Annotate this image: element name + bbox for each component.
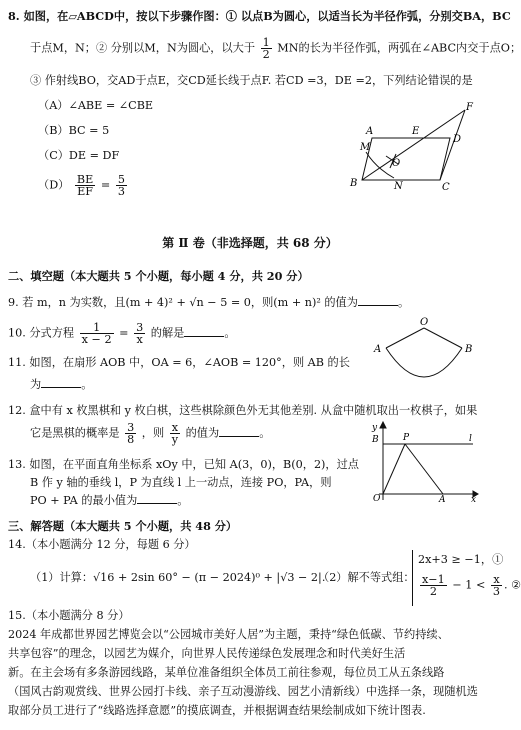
- frac-num: 1: [80, 322, 114, 334]
- q11-answer-blank[interactable]: [41, 378, 81, 388]
- frac-den: 2: [262, 48, 270, 62]
- q11-sector-figure: [370, 316, 480, 396]
- ineq2-mid: − 1 <: [448, 578, 489, 592]
- q13-answer-blank[interactable]: [137, 494, 177, 504]
- label-F: F: [466, 102, 473, 113]
- label-O: O: [420, 317, 429, 328]
- q15-para-line3: 新。在主会场有多条游园线路，某单位准备组织全体员工前往参观，每位员工从五条线路: [8, 666, 445, 679]
- opt-d-frac2: [116, 174, 127, 197]
- q15-para-line2: 共享包容”的理念，以园艺为媒介，向世界人民传递绿色发展理念和时代美好生活: [8, 647, 406, 660]
- frac-num: BE: [76, 173, 94, 186]
- ineq-2: [418, 574, 521, 597]
- q14-title: 14.（本小题满分 12 分，每题 6 分）: [8, 538, 196, 551]
- frac-den: x: [136, 333, 143, 347]
- q11-end: 。: [81, 378, 93, 391]
- q8-option-a: （A）∠ABE = ∠CBE: [38, 99, 154, 112]
- q8-line2: [30, 37, 521, 60]
- q13-line1: 13. 如图，在平面直角坐标系 xOy 中，已知 A(3，0)，B(0，2)，过点: [8, 458, 359, 471]
- fill-header: 二、填空题（本大题共 5 个小题，每小题 4 分，共 20 分）: [8, 269, 309, 283]
- q12-text3: 的值为: [185, 426, 220, 440]
- label-B: B: [350, 178, 358, 189]
- q13-text: PO + PA 的最小值为: [30, 494, 138, 507]
- arc-ab: [386, 348, 462, 377]
- q10-end: 。: [224, 326, 236, 340]
- label-A: A: [366, 126, 374, 137]
- frac-den: x − 2: [81, 333, 112, 347]
- q15-title: 15.（本小题满分 8 分）: [8, 609, 130, 622]
- q12-frac1: [125, 422, 136, 445]
- frac-num: x−1: [422, 573, 445, 586]
- q10-eq: =: [119, 326, 133, 340]
- label-x: x: [471, 495, 477, 505]
- solve-header: 三、解答题（本大题共 5 个小题，共 48 分）: [8, 519, 238, 533]
- q11-text: 为: [30, 378, 42, 391]
- label-D: D: [453, 134, 462, 145]
- label-A: A: [374, 344, 382, 355]
- q9-end: 。: [397, 296, 410, 309]
- q10-text: 10. 分式方程: [8, 326, 75, 340]
- label-y: y: [372, 423, 378, 433]
- q8-line2-part2: MN的长为半径作弧，两弧在∠ABC内交于点O；: [277, 41, 521, 55]
- ineq-1: 2x+3 ≥ −1，①: [418, 553, 504, 566]
- label-P: P: [403, 433, 410, 443]
- q10-text2: 的解是: [150, 326, 185, 340]
- label-A: A: [439, 495, 446, 505]
- q12-line1: 12. 盒中有 x 枚黑棋和 y 枚白棋，这些棋除颜色外无其他差别. 从盒中随机取出一枚棋子，如果: [8, 404, 478, 417]
- section-2-title: 第 Ⅱ 卷（非选择题，共 68 分）: [162, 236, 338, 250]
- q15-para-line4: （国风古韵观赏线、世界公园打卡线、亲子互动漫游线、园艺小清新线）中选择一条，现随机选: [8, 685, 478, 698]
- q13-line2: B 作 y 轴的垂线 l，P 为直线 l 上一动点，连接 PO，PA，则: [30, 476, 332, 489]
- q14-part1: （1）计算：√16 + 2sin 60° − (π − 2024)⁰ + |√3 − 2|.: [30, 571, 326, 584]
- frac-den: EF: [77, 185, 94, 199]
- label-B: B: [465, 344, 473, 355]
- q10-frac2: [134, 322, 145, 345]
- q8-half-fraction: [261, 37, 272, 60]
- parallelogram: [362, 138, 450, 180]
- q14-part2-label: （2）解不等式组：: [318, 571, 415, 584]
- label-M: M: [360, 142, 371, 153]
- frac-den: y: [171, 433, 179, 447]
- opt-d-prefix: （D）: [38, 178, 70, 192]
- q14-inequality-system: [412, 550, 521, 606]
- radius-ob: [424, 328, 462, 348]
- frac-den: 8: [127, 433, 135, 447]
- q13-coordinate-figure: [365, 420, 480, 505]
- frac-den: 2: [429, 585, 437, 599]
- frac-num: x: [491, 574, 502, 586]
- q13-end: 。: [177, 494, 189, 507]
- q10-frac1: [80, 322, 114, 345]
- segment-pa: [405, 444, 443, 494]
- y-axis-arrow: [380, 422, 386, 428]
- q11-line2: [30, 378, 92, 391]
- frac-num: 5: [117, 173, 125, 186]
- q9-answer-blank[interactable]: [358, 296, 398, 306]
- label-l: l: [469, 434, 472, 444]
- label-O: O: [373, 494, 381, 504]
- q9: [8, 296, 409, 309]
- frac-num: 1: [262, 36, 270, 49]
- frac-den: 3: [492, 585, 501, 599]
- q8-parallelogram-figure: [340, 98, 480, 193]
- q12-frac2: [170, 422, 180, 445]
- ray-bo: [362, 110, 465, 180]
- frac-num: 3: [127, 421, 135, 434]
- label-B: B: [372, 435, 379, 445]
- ineq2-frac2: [491, 574, 502, 597]
- label-O: O: [392, 158, 401, 169]
- frac-num: x: [170, 422, 180, 434]
- q12-end: 。: [259, 426, 271, 440]
- q8-option-c: （C）DE = DF: [38, 149, 120, 162]
- q15-para-line1: 2024 年成都世界园艺博览会以“公园城市美好人居”为主题，秉持“绿色低碳、节约持续、: [8, 628, 449, 641]
- line-cf: [440, 110, 465, 180]
- q12-line2: [30, 422, 270, 445]
- frac-den: 3: [117, 185, 125, 199]
- q12-answer-blank[interactable]: [219, 427, 259, 437]
- frac-num: 3: [136, 321, 144, 334]
- q10-answer-blank[interactable]: [184, 327, 224, 337]
- q15-para-line5: 取部分员工进行了“线路选择意愿”的摸底调查，并根据调查结果绘制成如下统计图表.: [8, 704, 426, 717]
- label-E: E: [412, 126, 420, 137]
- ineq2-frac1: [420, 574, 447, 597]
- segment-po: [383, 444, 405, 494]
- q8-line1: 8. 如图，在▱ABCD中，按以下步骤作图：① 以点B为圆心，以适当长为半径作弧，分别交BA，BC: [8, 9, 511, 23]
- q11-line1: 11. 如图，在扇形 AOB 中，OA = 6，∠AOB = 120°，则 AB 的长: [8, 356, 350, 369]
- radius-oa: [386, 328, 424, 348]
- q9-text: 9. 若 m，n 为实数，且(m + 4)² + √n − 5 = 0，则(m + n)² 的值为: [8, 296, 358, 309]
- opt-d-eq: =: [100, 178, 114, 192]
- q8-option-d: [38, 174, 129, 197]
- q8-line3: ③ 作射线BO，交AD于点E，交CD延长线于点F. 若CD =3，DE =2，下列结论错误的是: [30, 74, 473, 87]
- q8-option-b: （B）BC = 5: [38, 124, 110, 137]
- label-N: N: [394, 181, 403, 192]
- q12-text: 它是黑棋的概率是: [30, 426, 120, 440]
- q13-line3: [30, 494, 188, 507]
- q8-line2-part1: 于点M，N；② 分别以M，N为圆心，以大于: [30, 41, 256, 55]
- opt-d-frac1: [75, 174, 95, 197]
- ineq2-end: . ②: [504, 578, 521, 592]
- q12-text2: ，则: [141, 426, 165, 440]
- label-C: C: [442, 182, 450, 193]
- q10: [8, 322, 236, 345]
